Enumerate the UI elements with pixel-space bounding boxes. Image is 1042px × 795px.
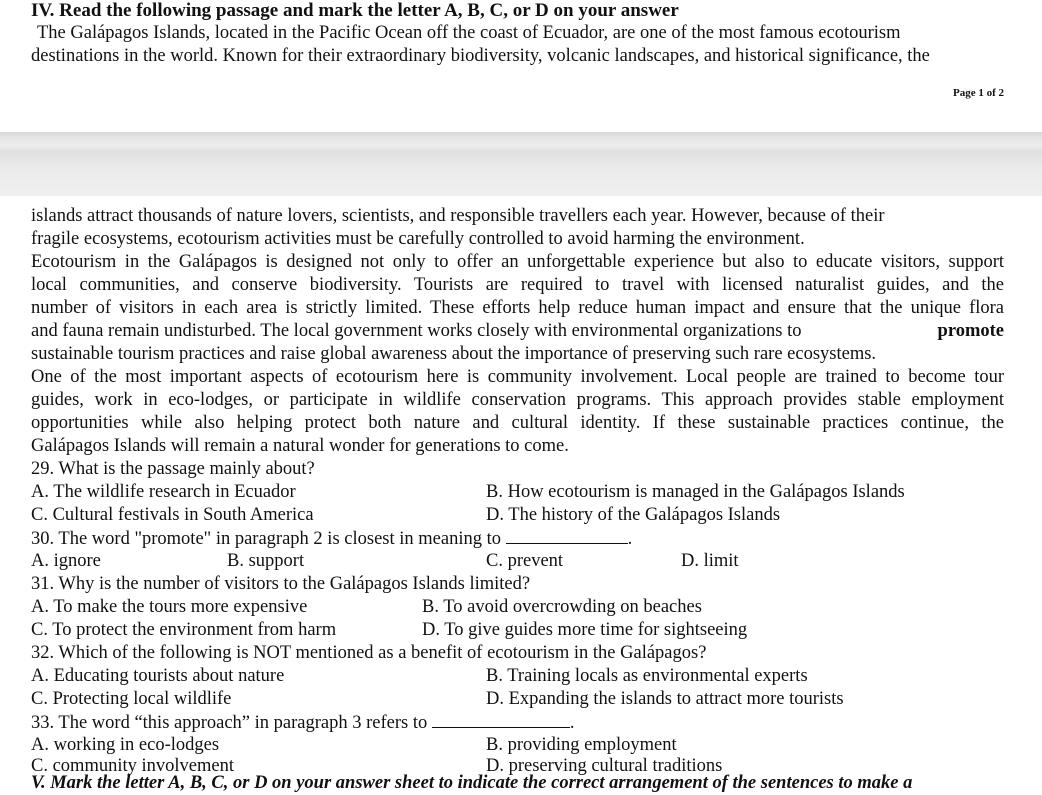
page-separator <box>0 132 1042 196</box>
q30-option-b[interactable]: B. support <box>227 551 305 571</box>
p2-line-4: and fauna remain undisturbed. The local government works closely with environmental organizations to promote <box>31 321 1004 341</box>
q33-option-b[interactable]: B. providing employment <box>486 735 677 755</box>
q30-option-a[interactable]: A. ignore <box>31 551 101 571</box>
next-section-heading-cut: V. Mark the letter A, B, C, or D on your answer sheet to indicate the correct arrangement of the sentences to make a <box>31 773 913 793</box>
q33-option-c[interactable]: C. community involvement <box>31 756 234 776</box>
p2-line-1: Ecotourism in the Galápagos is designed not only to offer an unforgettable experience but also to educate visitors, support <box>31 252 1004 272</box>
p2-line-2: local communities, and conserve biodiversity. Tourists are required to travel with licensed naturalist guides, and the <box>31 275 1004 295</box>
q33-stem: 33. The word “this approach” in paragraph 3 refers to . <box>31 713 575 733</box>
q32-stem: 32. Which of the following is NOT mentioned as a benefit of ecotourism in the Galápagos? <box>31 643 707 663</box>
p3-line-1: One of the most important aspects of ecotourism here is community involvement. Local people are trained to become tour <box>31 367 1004 387</box>
q29-option-a[interactable]: A. The wildlife research in Ecuador <box>31 482 296 502</box>
paragraph-3 <box>31 366 1004 458</box>
p3-line-4: Galápagos Islands will remain a natural wonder for generations to come. <box>31 436 569 456</box>
paragraph-2 <box>31 251 1004 366</box>
q30-option-d[interactable]: D. limit <box>681 551 739 571</box>
p2-line-5: sustainable tourism practices and raise global awareness about the importance of preserving such rare ecosystems. <box>31 344 877 364</box>
p1-line-3: islands attract thousands of nature lovers, scientists, and responsible travellers each year. However, because of their <box>31 206 885 226</box>
q31-option-d[interactable]: D. To give guides more time for sightseeing <box>422 620 748 640</box>
paragraph-1-top <box>31 22 1004 68</box>
q29-stem: 29. What is the passage mainly about? <box>31 459 315 479</box>
page-1 <box>0 0 1042 132</box>
p1-line-4: fragile ecosystems, ecotourism activities must be carefully controlled to avoid harming the environment. <box>31 229 805 249</box>
q29-option-b[interactable]: B. How ecotourism is managed in the Galápagos Islands <box>486 482 905 502</box>
p1-line-2: destinations in the world. Known for their extraordinary biodiversity, volcanic landscapes, and historical significance, the <box>31 46 930 66</box>
q29-option-c[interactable]: C. Cultural festivals in South America <box>31 505 314 525</box>
q31-option-b[interactable]: B. To avoid overcrowding on beaches <box>422 597 702 617</box>
section-heading: IV. Read the following passage and mark the letter A, B, C, or D on your answer <box>31 0 679 21</box>
q32-option-a[interactable]: A. Educating tourists about nature <box>31 666 285 686</box>
q33-option-a[interactable]: A. working in eco-lodges <box>31 735 220 755</box>
p2-line-3: number of visitors in each area is strictly limited. These efforts help reduce human impact and ensure that the unique flora <box>31 298 1004 318</box>
q29-option-d[interactable]: D. The history of the Galápagos Islands <box>486 505 781 525</box>
q31-stem: 31. Why is the number of visitors to the Galápagos Islands limited? <box>31 574 531 594</box>
q30-option-c[interactable]: C. prevent <box>486 551 564 571</box>
q30-answer-blank[interactable] <box>506 527 628 544</box>
p3-line-2: guides, work in eco-lodges, or participate in wildlife conservation programs. This approach provides stable employment <box>31 390 1004 410</box>
q32-option-c[interactable]: C. Protecting local wildlife <box>31 689 232 709</box>
q32-option-b[interactable]: B. Training locals as environmental experts <box>486 666 808 686</box>
q33-answer-blank[interactable] <box>432 711 570 728</box>
page-number: Page 1 of 2 <box>952 87 1004 99</box>
q33-option-d[interactable]: D. preserving cultural traditions <box>486 756 723 776</box>
q30-stem: 30. The word "promote" in paragraph 2 is closest in meaning to . <box>31 529 633 549</box>
paragraph-1-bottom <box>31 205 1004 251</box>
bold-word-promote: promote <box>937 321 1004 341</box>
p3-line-3: opportunities while also helping protect both nature and cultural identity. If these sustainable practices continue, the <box>31 413 1004 433</box>
q31-option-a[interactable]: A. To make the tours more expensive <box>31 597 308 617</box>
p1-line-1: The Galápagos Islands, located in the Pacific Ocean off the coast of Ecuador, are one of the most famous ecotourism <box>37 23 901 43</box>
q31-option-c[interactable]: C. To protect the environment from harm <box>31 620 337 640</box>
q32-option-d[interactable]: D. Expanding the islands to attract more tourists <box>486 689 844 709</box>
